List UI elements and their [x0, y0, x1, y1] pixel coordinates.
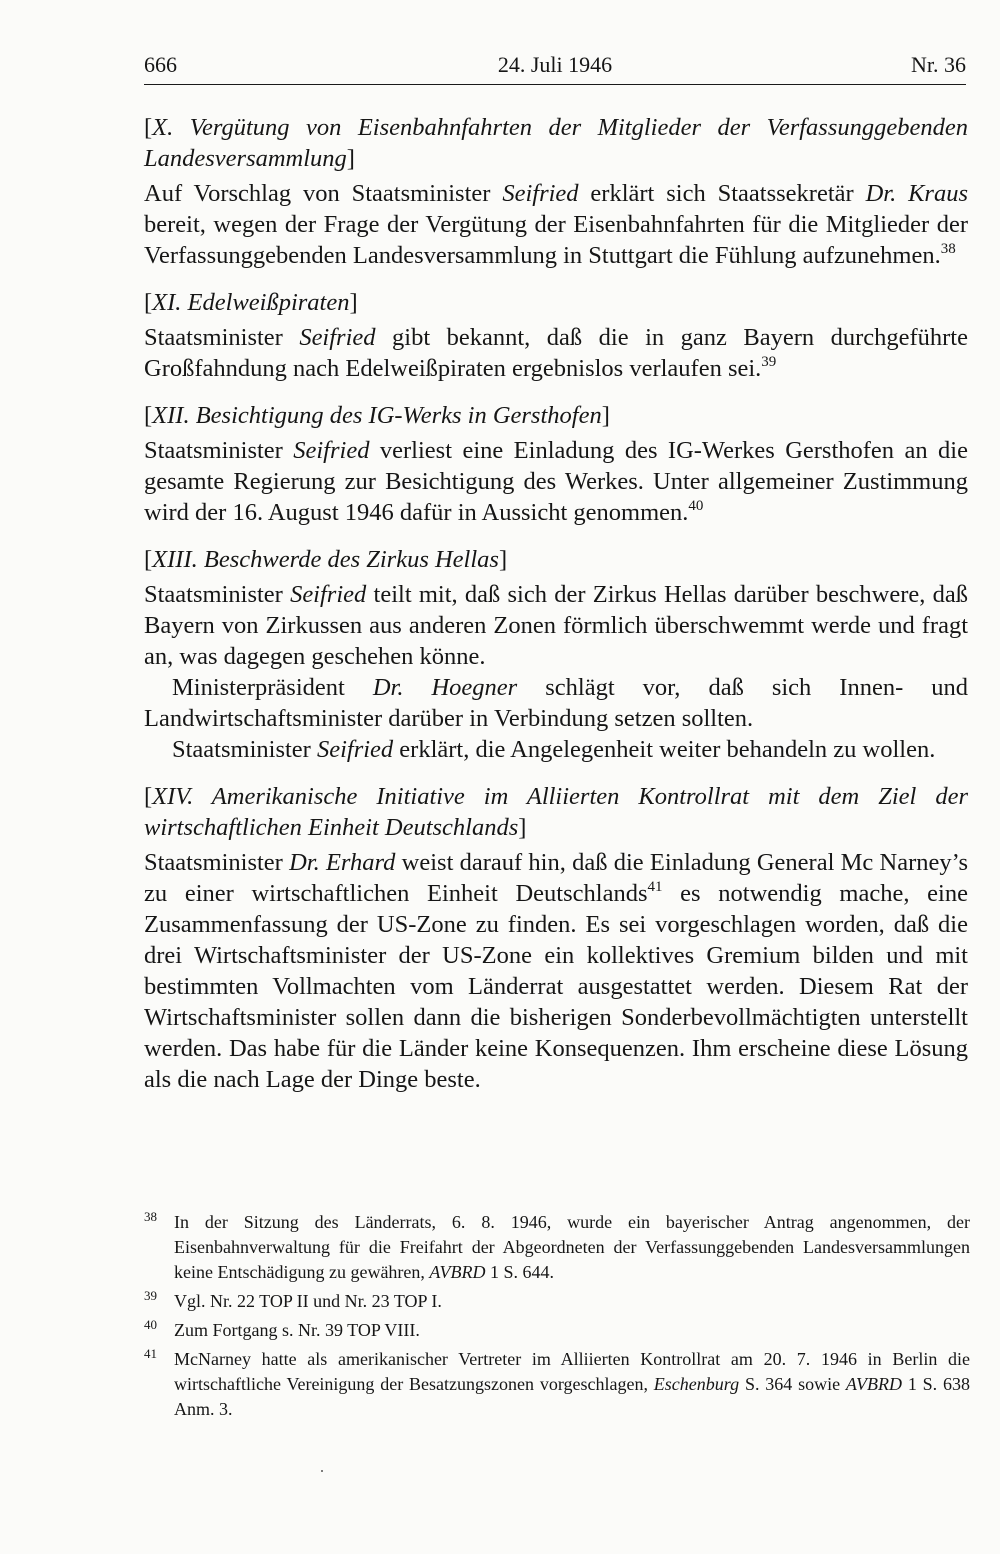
- section-heading-xiii: [XIII. Beschwerde des Zirkus Hellas]: [144, 546, 508, 573]
- paragraph-xii-1: Staatsminister Seifried verliest eine Einladung des IG-Werkes Gersthofen an die gesamte Regierung zur Besichtigung des Werkes. Unter allgemeiner Zustimmung wird der 16. August 1946 dafür in Aussicht genommen.$^{40}$: [144, 437, 968, 526]
- person-name: Dr. Erhard: [289, 849, 396, 876]
- section-heading-x: [X. Vergütung von Eisenbahnfahrten der Mitglieder der Verfassunggebenden Landesversammlung]: [144, 114, 968, 172]
- person-name: Seifried: [290, 581, 367, 608]
- scan-speck: [321, 1470, 323, 1472]
- section-heading-xii: [XII. Besichtigung des IG-Werks in Gersthofen]: [144, 402, 610, 429]
- person-name: Seifried: [502, 180, 579, 207]
- person-name: Seifried: [299, 324, 376, 351]
- footnote-ref-40: 40: [688, 498, 704, 514]
- footnote-number: 41: [144, 1346, 157, 1361]
- footnote-ref-41: 41: [647, 879, 663, 895]
- section-heading-xiv: [XIV. Amerikanische Initiative im Alliierten Kontrollrat mit dem Ziel der wirtschaftlichen Einheit Deutschlands]: [144, 783, 968, 841]
- paragraph-xiii-3: Staatsminister Seifried erklärt, die Angelegenheit weiter behandeln zu wollen.: [172, 736, 936, 763]
- footnote-ref-38: 38: [940, 241, 956, 257]
- citation-ref: Eschenburg: [653, 1374, 740, 1394]
- person-name: Dr. Kraus: [865, 180, 968, 207]
- citation-ref: AVBRD: [429, 1262, 486, 1282]
- person-name: Seifried: [316, 736, 394, 763]
- footnote-39: 39 Vgl. Nr. 22 TOP II und Nr. 23 TOP I.: [144, 1289, 970, 1314]
- footnote-41: 41 McNarney hatte als amerikanischer Vertreter im Alliierten Kontrollrat am 20. 7. 1946 in Berlin die wirtschaftliche Vereinigung der Besatzungszonen vorgeschlagen, Eschenburg S. 364 sowie AVBRD 1 S. 638 Anm. 3.: [144, 1347, 970, 1422]
- main-text: [144, 112, 968, 1095]
- citation-ref: AVBRD: [845, 1374, 903, 1394]
- paragraph-xiii-1: Staatsminister Seifried teilt mit, daß sich der Zirkus Hellas darüber beschwere, daß Bayern von Zirkussen aus anderen Zonen förmlich überschwemmt werde und fragt an, was dagegen geschehen könne.: [144, 581, 968, 670]
- section-title-xiv: XIV. Amerikanische Initiative im Alliierten Kontrollrat mit dem Ziel der wirtschaftlichen Einheit Deutschlands: [144, 783, 968, 841]
- paragraph-x-1: Auf Vorschlag von Staatsminister Seifried erklärt sich Staatssekretär Dr. Kraus bereit, wegen der Frage der Vergütung der Eisenbahnfahrten für die Mitglieder der Verfassunggebenden Landesversammlung in Stuttgart die Fühlung aufzunehmen.$^{38}$: [144, 180, 968, 269]
- section-heading-xi: [XI. Edelweißpiraten]: [144, 289, 358, 316]
- person-name: Seifried: [293, 437, 370, 464]
- page-number: 666: [144, 52, 177, 77]
- person-name: Dr. Hoegner: [372, 674, 518, 701]
- footnote-number: 39: [144, 1288, 157, 1303]
- footnote-38: 38 In der Sitzung des Länderrats, 6. 8. 1946, wurde ein bayerischer Antrag angenommen, der Eisenbahnverwaltung für die Freifahrt der Abgeordneten der Verfassunggebenden Landesversammlungen keine Entschädigung zu gewähren, AVBRD 1 S. 644.: [144, 1210, 970, 1285]
- footnote-40: 40 Zum Fortgang s. Nr. 39 TOP VIII.: [144, 1318, 970, 1343]
- footnote-ref-39: 39: [761, 354, 777, 370]
- paragraph-xiii-2: Ministerpräsident Dr. Hoegner schlägt vor, daß sich Innen- und Landwirtschaftsminister darüber in Verbindung setzen sollten.: [144, 674, 968, 732]
- paragraph-xi-1: Staatsminister Seifried gibt bekannt, daß die in ganz Bayern durchgeführte Großfahndung nach Edelweißpiraten ergebnislos verlaufen sei.$^{39}$: [144, 324, 968, 382]
- footnotes: [144, 1210, 970, 1426]
- section-title-xi: XI. Edelweißpiraten: [152, 289, 350, 316]
- footnote-number: 40: [144, 1317, 157, 1332]
- running-header: [144, 52, 966, 85]
- footnote-number: 38: [144, 1209, 157, 1224]
- section-title-xiii: XIII. Beschwerde des Zirkus Hellas: [152, 546, 499, 573]
- header-date: 24. Juli 1946: [497, 52, 613, 77]
- section-title-x: X. Vergütung von Eisenbahnfahrten der Mitglieder der Verfassunggebenden Landesversammlung: [144, 114, 968, 172]
- section-title-xii: XII. Besichtigung des IG-Werks in Gersthofen: [152, 402, 602, 429]
- paragraph-xiv-1: Staatsminister Dr. Erhard weist darauf hin, daß die Einladung General Mc Narney’s zu einer wirtschaftlichen Einheit Deutschlands$^{41}$ es notwendig mache, eine Zusammenfassung der US-Zone zu finden. Es sei vorgeschlagen worden, daß die drei Wirtschaftsminister der US-Zone ein kollektives Gremium bilden und mit bestimmten Vollmachten vom Länderrat ausgestattet werden. Diesem Rat der Wirtschaftsminister sollen dann die bisherigen Sonderbevollmächtigten unterstellt werden. Das habe für die Länder keine Konsequenzen. Ihm erscheine diese Lösung als die nach Lage der Dinge beste.: [144, 849, 968, 1093]
- issue-number: Nr. 36: [911, 52, 966, 77]
